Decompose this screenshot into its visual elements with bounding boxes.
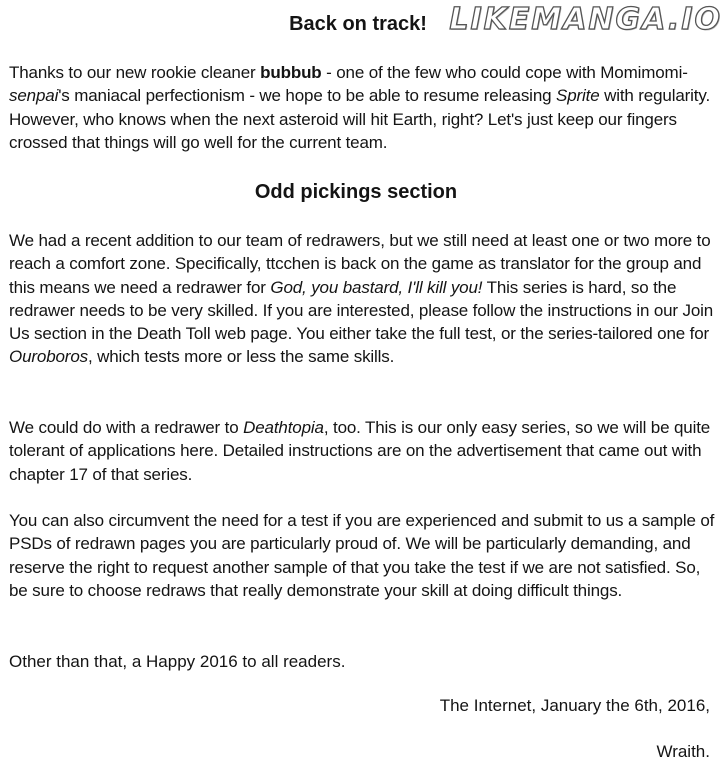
paragraph-psd-samples: You can also circumvent the need for a test if you are experienced and submit to us a sample of PSDs of redrawn pages you are particularly proud of. We will be particularly demanding, and reserve the right to request another sample of that you take the test if we are not satisfied. So, be sure to choose redraws that really demonstrate your skill at doing difficult things. — [9, 511, 715, 600]
p2-series-title-2: Ouroboros — [9, 347, 88, 367]
p2-text-3: , which tests more or less the same skills. — [87, 347, 395, 367]
site-watermark: LIKEMANGA.IO — [449, 2, 722, 37]
paragraph-new-year: Other than that, a Happy 2016 to all readers. — [9, 652, 346, 671]
paragraph-deathtopia — [9, 416, 721, 486]
signature-name: Wraith. — [656, 742, 710, 761]
p2-text-2: This series is hard, so the redrawer needs to be very skilled. If you are interested, please follow the instructions in our Join Us section in the Death Toll web page. You either take the full test, or the series-tailored one for — [9, 277, 714, 344]
p3-series-title: Deathtopia — [243, 418, 324, 437]
p1-text-2: - one of the few who could cope with Momimomi- — [321, 63, 688, 82]
p1-text-4: with regularity. However, who knows when the next asteroid will hit Earth, right? Let's just keep our fingers crossed that things will go well for the current team. — [9, 86, 711, 152]
p3-text-2: , too. This is our only easy series, so we will be quite tolerant of applications here. Detailed instructions are on the advertisement that came out with chapter 17 of that series. — [9, 418, 711, 484]
signature-place-date: The Internet, January the 6th, 2016, — [439, 696, 710, 715]
p1-text-1: Thanks to our new rookie cleaner — [9, 63, 261, 82]
paragraph-recruiting — [9, 229, 721, 369]
p3-text-1: We could do with a redrawer to — [9, 418, 244, 437]
p2-series-title-1: God, you bastard, I'll kill you! — [270, 277, 483, 297]
p2-text-1: We had a recent addition to our team of redrawers, but we still need at least one or two more to reach a comfort zone. Specifically, ttcchen is back on the game as translator for the group and this means we need a redrawer for — [9, 231, 711, 297]
p1-text-3: 's maniacal perfectionism - we hope to be able to resume releasing — [58, 86, 556, 106]
heading-back-on-track: Back on track! — [289, 13, 427, 35]
p1-honorific: senpai — [9, 86, 59, 106]
paragraph-back-on-track — [9, 61, 721, 154]
heading-odd-pickings: Odd pickings section — [254, 181, 458, 203]
p1-cleaner-name: bubbub — [260, 63, 322, 82]
p1-series-title: Sprite — [556, 86, 600, 106]
